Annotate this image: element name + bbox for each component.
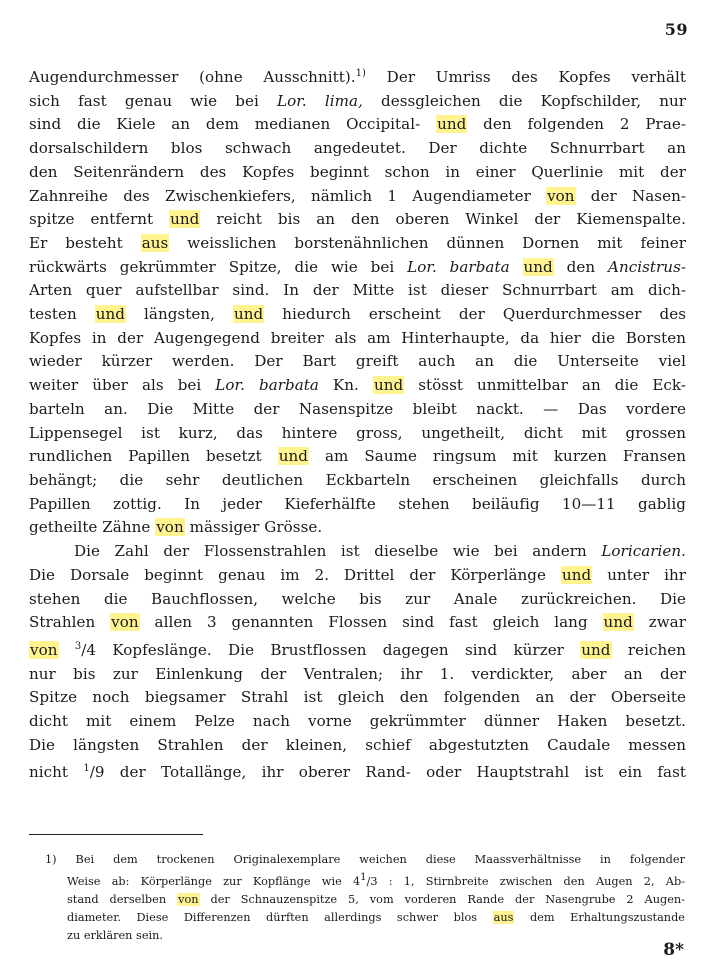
text-line — [45, 851, 685, 869]
text-run: sich fast genau wie bei — [29, 91, 278, 110]
italic-term: Lor. lima, — [277, 91, 363, 110]
text-run: weisslichen borstenähnlichen dünnen Dornen mit feiner — [169, 233, 686, 252]
text-run: Papillen zottig. In jeder Kieferhälfte stehen beiläufig 10—11 gablig — [29, 494, 686, 513]
text-run: barteln an. Die Mitte der Nasenspitze bleibt nackt. — Das vordere — [29, 399, 686, 418]
italic-term: Lor. barbata — [407, 257, 510, 276]
text-run: reichen — [611, 640, 686, 659]
highlighted-word: von — [178, 892, 199, 906]
text-run: nur bis zur Einlenkung der Ventralen; ihr 1. verdickter, aber an der — [29, 664, 686, 683]
text-run: wieder kürzer werden. Der Bart greift auch an die Unterseite viel — [29, 352, 686, 371]
superscript: 1) — [355, 68, 366, 79]
text-run: weiter über als bei — [29, 376, 216, 395]
text-run: den — [553, 257, 609, 276]
text-line — [29, 208, 686, 232]
text-run: sind die Kiele an dem medianen Occipital- — [29, 115, 437, 134]
text-line — [29, 137, 686, 161]
text-line — [29, 611, 686, 635]
text-run: spitze entfernt — [29, 210, 170, 229]
text-run: Die längsten Strahlen der kleinen, schief abgestutzten Caudale messen — [29, 735, 686, 754]
paragraph — [29, 62, 686, 540]
text-line — [29, 185, 686, 209]
text-run: unter ihr — [592, 565, 686, 584]
text-run: am Saume ringsum mit kurzen Fransen — [308, 447, 686, 466]
text-run: Zahnreihe des Zwischenkiefers, nämlich 1 Augendiameter — [29, 186, 547, 205]
text-run: Strahlen — [29, 613, 111, 632]
text-line — [29, 303, 686, 327]
highlighted-word: und — [95, 305, 126, 324]
paragraph — [29, 540, 686, 785]
text-line — [29, 635, 686, 663]
text-run: /4 Kopfeslänge. Die Brustflossen dagegen sind kürzer — [81, 640, 581, 659]
highlighted-word: und — [603, 613, 633, 632]
italic-term: Ancistrus- — [608, 257, 686, 276]
highlighted-word: von — [111, 613, 139, 632]
text-run: zu erklären sein. — [67, 928, 164, 942]
text-line — [29, 734, 686, 758]
text-line — [29, 113, 686, 137]
text-line — [29, 516, 686, 540]
text-run: stehen die Bauchflossen, welche bis zur Anale zurückreichen. Die — [29, 589, 686, 608]
text-run: getheilte Zähne — [29, 518, 156, 537]
text-run: den folgenden 2 Prae- — [467, 115, 686, 134]
text-line — [29, 710, 686, 734]
text-run: Die Zahl der Flossenstrahlen ist dieselbe wie bei andern — [74, 542, 602, 561]
text-line — [29, 279, 686, 303]
main-text — [29, 62, 686, 785]
text-run: Kn. — [318, 376, 373, 395]
text-line — [29, 540, 686, 564]
text-run: reicht bis an den oberen Winkel der Kiemenspalte. — [200, 210, 686, 229]
text-run — [510, 258, 523, 276]
text-run: Er besteht — [29, 233, 141, 252]
text-line — [45, 909, 685, 927]
text-run: der Schnauzenspitze 5, vom vorderen Rande der Nasengrube 2 Augen- — [199, 892, 685, 906]
text-line — [29, 445, 686, 469]
text-run: zwar — [633, 613, 686, 632]
text-run: Arten quer aufstellbar sind. In der Mitte ist dieser Schnurrbart am dich- — [29, 281, 686, 300]
text-run: allen 3 genannten Flossen sind fast gleich lang — [139, 613, 603, 632]
italic-term: Loricarien. — [601, 542, 686, 561]
text-line — [29, 493, 686, 517]
text-line — [29, 327, 686, 351]
text-run: dem Erhaltungszustande — [514, 910, 685, 924]
text-line — [29, 757, 686, 785]
text-run: 1) Bei dem trockenen Originalexemplare weichen diese Maassverhältnisse in folgender — [45, 853, 685, 866]
text-line — [29, 62, 686, 90]
highlighted-word: und — [373, 376, 404, 395]
text-line — [29, 256, 686, 280]
page-number: 59 — [664, 20, 688, 39]
superscript: 3 — [74, 640, 82, 652]
text-line — [29, 350, 686, 374]
highlighted-word: aus — [493, 910, 514, 924]
text-run: hiedurch erscheint der Querdurchmesser des — [264, 305, 686, 324]
superscript: 1 — [83, 763, 90, 775]
text-run: der Nasen- — [575, 186, 686, 205]
highlighted-word: von — [547, 186, 575, 205]
text-line — [29, 161, 686, 185]
text-run: rundlichen Papillen besetzt — [29, 447, 278, 466]
text-line — [29, 232, 686, 256]
highlighted-word: und — [437, 115, 467, 134]
highlighted-word: und — [278, 447, 308, 466]
highlighted-word: und — [170, 210, 200, 229]
text-line — [29, 90, 686, 114]
text-line — [45, 927, 685, 945]
text-run: /3 : 1, Stirnbreite zwischen den Augen 2, Ab- — [366, 874, 685, 888]
text-run: den Seitenrändern des Kopfes beginnt schon in einer Querlinie mit der — [29, 162, 686, 181]
text-run: Weise ab: Körperlänge zur Kopflänge wie 4 — [67, 874, 361, 888]
text-run: dorsalschildern blos schwach angedeutet. Der dichte Schnurrbart an — [29, 139, 686, 158]
text-run: stösst unmittelbar an die Eck- — [404, 376, 686, 395]
text-line — [29, 588, 686, 612]
text-run: Kopfes in der Augengegend breiter als am Hinterhaupte, da hier die Borsten — [29, 328, 686, 347]
text-run: Augendurchmesser (ohne Ausschnitt). — [29, 68, 356, 87]
text-run: Die Dorsale beginnt genau im 2. Drittel der Körperlänge — [29, 565, 561, 584]
text-run: Lippensegel ist kurz, das hintere gross, ungetheilt, dicht mit grossen — [29, 423, 686, 442]
superscript: 1 — [360, 872, 367, 883]
highlighted-word: und — [523, 257, 553, 276]
highlighted-word: von — [156, 518, 184, 537]
text-line — [45, 869, 685, 891]
footnote-area — [45, 851, 685, 945]
text-run: stand derselben — [67, 892, 178, 906]
highlighted-word: aus — [141, 233, 169, 252]
text-run: nicht — [29, 763, 84, 782]
text-run: testen — [29, 305, 95, 324]
text-line — [29, 469, 686, 493]
text-line — [29, 398, 686, 422]
text-run: rückwärts gekrümmter Spitze, die wie bei — [29, 257, 408, 276]
text-line — [29, 564, 686, 588]
italic-term: Lor. barbata — [215, 376, 319, 395]
text-line — [29, 663, 686, 687]
text-line — [29, 422, 686, 446]
signature-mark: 8* — [663, 940, 684, 960]
text-run — [59, 641, 75, 659]
text-run: /9 der Totallänge, ihr oberer Rand- oder Hauptstrahl ist ein fast — [89, 763, 686, 782]
text-run: längsten, — [126, 305, 233, 324]
text-run: Spitze noch biegsamer Strahl ist gleich den folgenden an der Oberseite — [29, 688, 686, 707]
highlighted-word: und — [581, 640, 611, 659]
text-line — [29, 374, 686, 398]
text-line — [29, 686, 686, 710]
text-run: dicht mit einem Pelze nach vorne gekrümmter dünner Haken besetzt. — [29, 712, 686, 731]
footnote-divider — [29, 834, 203, 835]
highlighted-word: und — [561, 565, 592, 584]
text-run: behängt; die sehr deutlichen Eckbarteln erscheinen gleichfalls durch — [29, 470, 686, 489]
text-run: dessgleichen die Kopfschilder, nur — [362, 91, 686, 110]
text-run: diameter. Diese Differenzen dürften allerdings schwer blos — [67, 910, 493, 924]
text-run: mässiger Grösse. — [184, 518, 323, 537]
highlighted-word: und — [233, 305, 264, 324]
text-run: Der Umriss des Kopfes verhält — [366, 68, 686, 87]
text-line — [45, 891, 685, 909]
highlighted-word: von — [30, 640, 58, 659]
